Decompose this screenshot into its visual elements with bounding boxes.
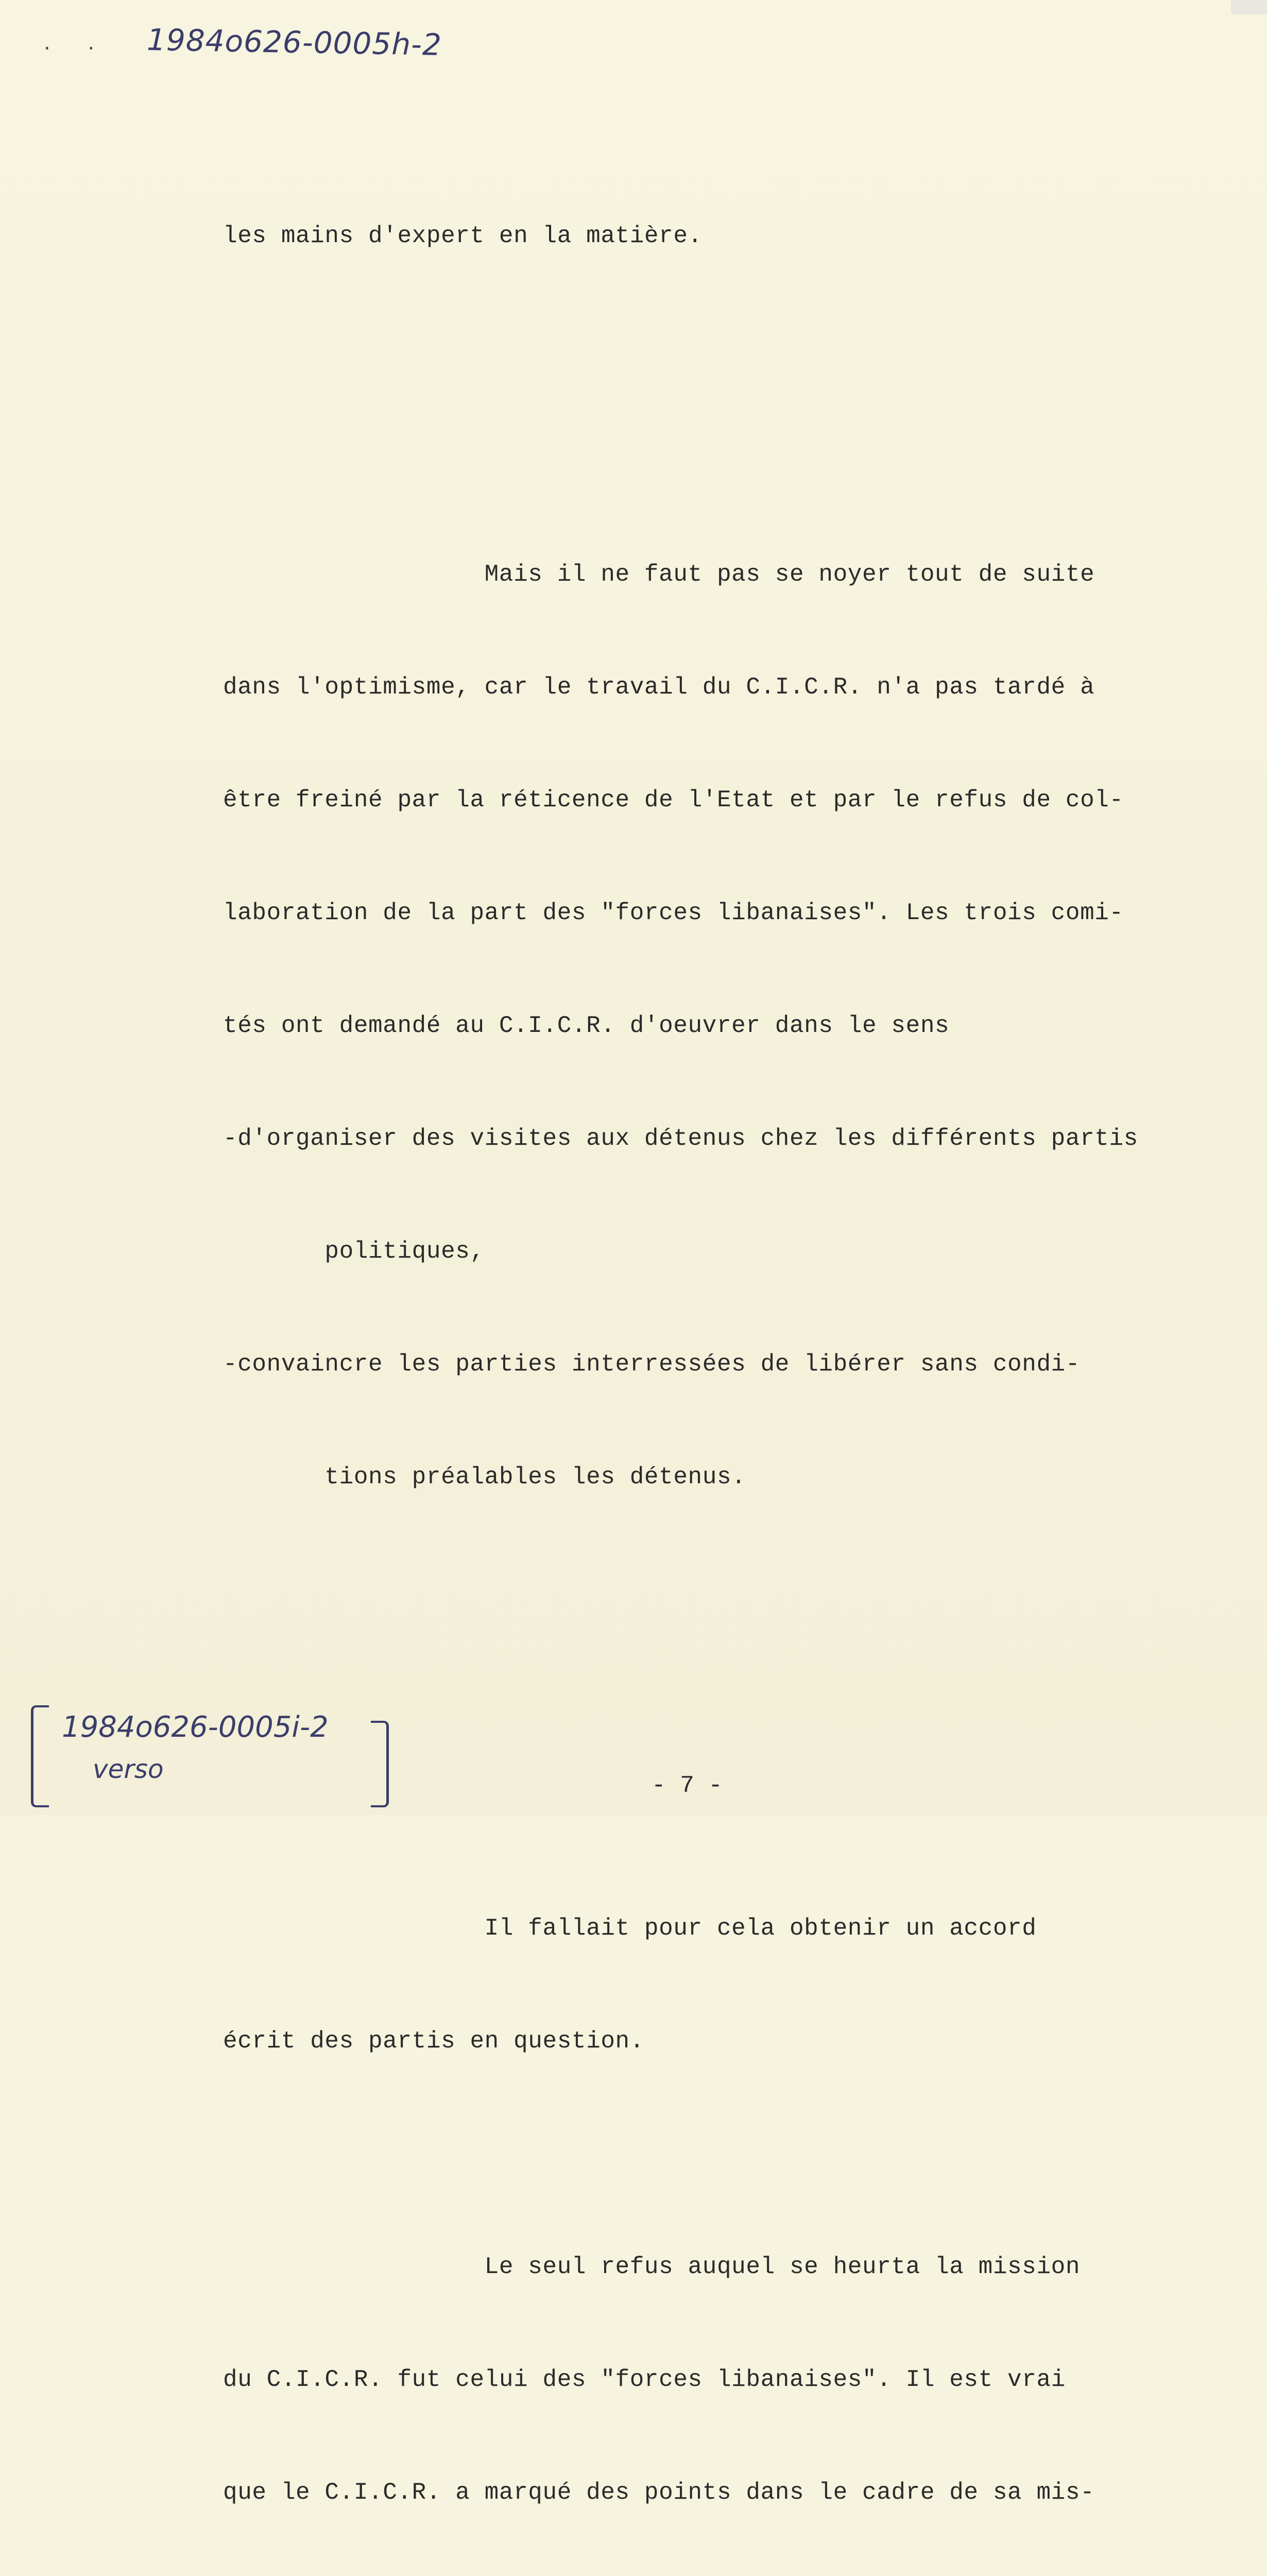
text-line: dans l'optimisme, car le travail du C.I.C.R. n'a pas tardé à: [223, 674, 1095, 701]
text-line: être freiné par la réticence de l'Etat et par le refus de col-: [223, 787, 1124, 814]
text-line: -convaincre les parties interressées de libérer sans condi-: [223, 1351, 1081, 1378]
bracket-right: [371, 1721, 389, 1807]
handwritten-reference-top: 1984o626-0005h-2: [146, 22, 442, 62]
text-line: [223, 330, 1212, 368]
text-line: -d'organiser des visites aux détenus chez les différents partis: [223, 1125, 1138, 1152]
text-line: [223, 443, 1212, 481]
text-line: [223, 1571, 1212, 1609]
text-line: laboration de la part des "forces libanaises". Les trois comi-: [223, 900, 1124, 926]
text-line: [223, 2136, 1212, 2173]
text-line: tés ont demandé au C.I.C.R. d'oeuvrer dans le sens: [223, 1012, 950, 1039]
handwritten-marks: . .: [44, 31, 110, 55]
text-line: tions préalables les détenus.: [223, 1464, 746, 1490]
text-line: Le seul refus auquel se heurta la mission: [223, 2253, 1081, 2280]
body-text: [223, 142, 1212, 2576]
bracket-left: [31, 1705, 49, 1807]
page-number: - 7 -: [652, 1772, 723, 1799]
text-line: politiques,: [223, 1238, 485, 1265]
text-line: du C.I.C.R. fut celui des "forces libanaises". Il est vrai: [223, 2366, 1066, 2393]
text-line: Mais il ne faut pas se noyer tout de suite: [223, 561, 1095, 588]
handwritten-reference-number: 1984o626-0005i-2: [62, 1710, 329, 1744]
corner-mark: [1231, 0, 1267, 14]
handwritten-note: verso: [93, 1754, 164, 1784]
text-line: Il fallait pour cela obtenir un accord: [223, 1915, 1037, 1942]
text-line: que le C.I.C.R. a marqué des points dans le cadre de sa mis-: [223, 2479, 1095, 2506]
handwritten-reference-bottom: [31, 1705, 391, 1808]
text-line: les mains d'expert en la matière.: [223, 223, 703, 249]
text-line: écrit des partis en question.: [223, 2028, 644, 2055]
